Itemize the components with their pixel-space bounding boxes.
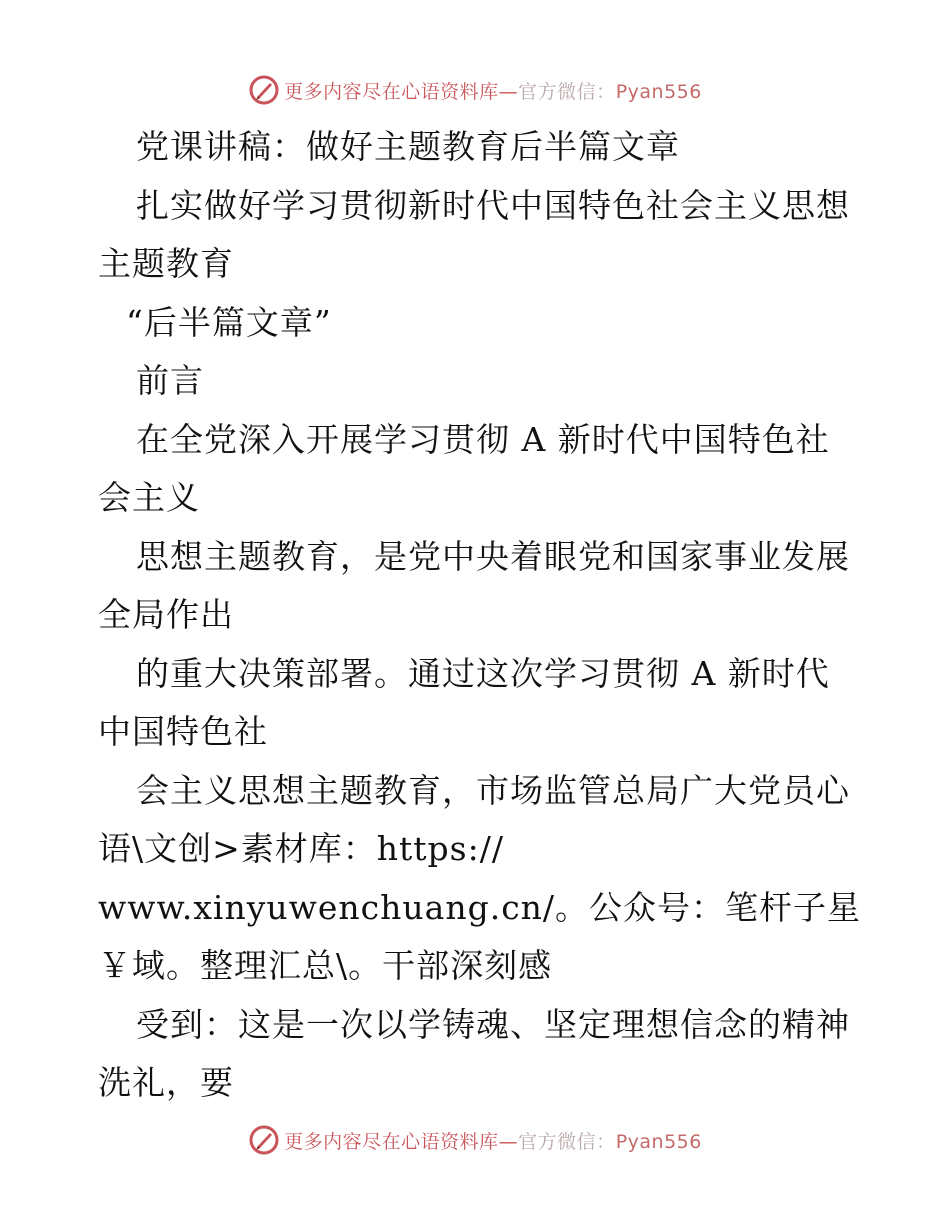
footer-watermark <box>0 1120 950 1160</box>
paragraph-line: 全局作出 <box>98 595 234 634</box>
paragraph-line: 思想主题教育，是党中央着眼党和国家事业发展 <box>136 536 850 576</box>
watermark-text: 更多内容尽在心语资料库—官方微信：Pyan556 <box>284 1130 702 1153</box>
paragraph-line: ￥域。整理汇总\。干部深刻感 <box>98 946 553 985</box>
paragraph-line: 语\文创>素材库：https:// <box>98 829 504 868</box>
watermark-text: 更多内容尽在心语资料库—官方微信：Pyan556 <box>284 80 702 103</box>
document-body <box>98 118 878 1113</box>
paragraph-line: 洗礼，要 <box>98 1063 234 1102</box>
paragraph-line: 会主义 <box>98 478 200 517</box>
paragraph-line: 在全党深入开展学习贯彻 A 新时代中国特色社 <box>136 419 830 459</box>
header-watermark <box>0 70 950 110</box>
paragraph-line: 受到：这是一次以学铸魂、坚定理想信念的精神 <box>136 1004 850 1044</box>
paragraph-line: 会主义思想主题教育，市场监管总局广大党员心 <box>136 770 850 810</box>
red-quill-logo-icon <box>248 1124 280 1156</box>
paragraph-line: 的重大决策部署。通过这次学习贯彻 A 新时代 <box>136 653 830 693</box>
section-heading: 前言 <box>136 361 204 400</box>
red-quill-logo-icon <box>248 74 280 106</box>
paragraph-line: 中国特色社 <box>98 712 268 751</box>
paragraph-line: 主题教育 <box>98 244 234 283</box>
document-title: 党课讲稿：做好主题教育后半篇文章 <box>136 127 680 166</box>
paragraph-line: www.xinyuwenchuang.cn/。公众号：笔杆子星 <box>98 887 862 927</box>
paragraph-line: 扎实做好学习贯彻新时代中国特色社会主义思想 <box>136 185 850 225</box>
paragraph-line: “后半篇文章” <box>126 302 332 342</box>
